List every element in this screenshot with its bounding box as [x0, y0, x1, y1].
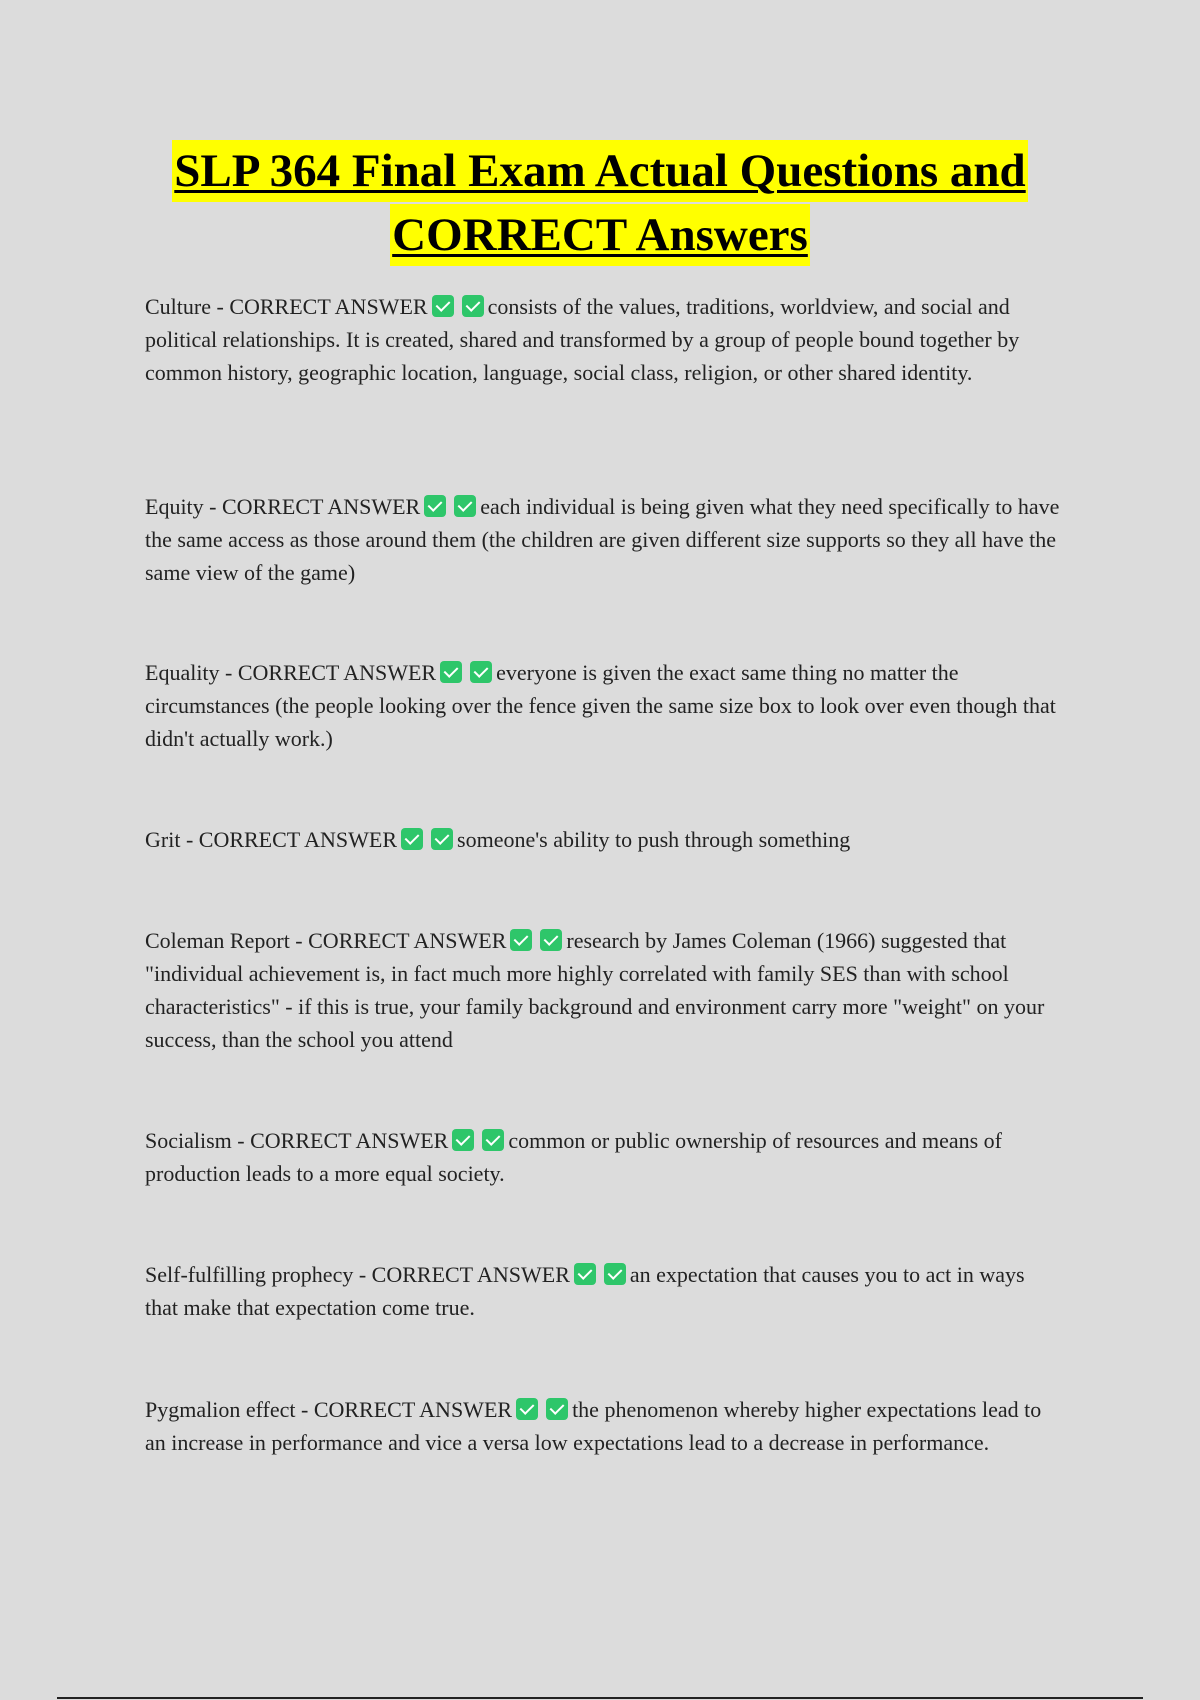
qa-entry-culture [145, 290, 1060, 389]
check-icon [516, 1398, 538, 1420]
entry-term: Equity - CORRECT ANSWER [145, 494, 421, 519]
check-icon [431, 828, 453, 850]
check-icon [462, 295, 484, 317]
check-icon [574, 1263, 596, 1285]
entry-answer: each individual is being given what they need specifically to have the same access as those around them (the children are given different size supports so they all have the same view of the game) [145, 494, 1060, 585]
qa-entry-equity [145, 490, 1060, 589]
entry-answer: the phenomenon whereby higher expectations lead to an increase in performance and vice a versa low expectations lead to a decrease in performance. [145, 1397, 1042, 1455]
qa-entry-equality [145, 656, 1060, 755]
qa-entry-self-fulfilling-prophecy [145, 1258, 1060, 1324]
entry-term: Equality - CORRECT ANSWER [145, 660, 437, 685]
entry-term: Pygmalion effect - CORRECT ANSWER [145, 1397, 513, 1422]
footer-divider [57, 1697, 1143, 1699]
title-line-2: CORRECT Answers [390, 204, 810, 266]
entry-answer: an expectation that causes you to act in ways that make that expectation come true. [145, 1262, 1025, 1320]
entry-answer: someone's ability to push through something [457, 827, 851, 852]
entry-answer: common or public ownership of resources and means of production leads to a more equal society. [145, 1128, 1002, 1186]
check-icon [440, 661, 462, 683]
document-title [0, 140, 1200, 268]
check-icon [401, 828, 423, 850]
check-icon [540, 929, 562, 951]
entry-term: Self-fulfilling prophecy - CORRECT ANSWER [145, 1262, 570, 1287]
entry-term: Grit - CORRECT ANSWER [145, 827, 398, 852]
check-icon [452, 1129, 474, 1151]
check-icon [470, 661, 492, 683]
title-line-1: SLP 364 Final Exam Actual Questions and [172, 140, 1027, 202]
entry-answer: consists of the values, traditions, worldview, and social and political relationships. It is created, shared and transformed by a group of people bound together by common history, geographic location, language, social class, religion, or other shared identity. [145, 294, 1020, 385]
entry-term: Culture - CORRECT ANSWER [145, 294, 428, 319]
entry-term: Coleman Report - CORRECT ANSWER [145, 928, 507, 953]
qa-entry-socialism [145, 1124, 1060, 1190]
check-icon [424, 495, 446, 517]
check-icon [482, 1129, 504, 1151]
check-icon [546, 1398, 568, 1420]
entry-term: Socialism - CORRECT ANSWER [145, 1128, 449, 1153]
qa-entry-coleman-report [145, 924, 1060, 1056]
check-icon [510, 929, 532, 951]
check-icon [432, 295, 454, 317]
entry-answer: everyone is given the exact same thing no matter the circumstances (the people looking over the fence given the same size box to look over even though that didn't actually work.) [145, 660, 1056, 751]
qa-entry-grit [145, 823, 1060, 856]
check-icon [604, 1263, 626, 1285]
check-icon [454, 495, 476, 517]
entry-answer: research by James Coleman (1966) suggested that "individual achievement is, in fact much more highly correlated with family SES than with school characteristics" - if this is true, your family background and environment carry more "weight" on your success, than the school you attend [145, 928, 1045, 1052]
qa-entry-pygmalion-effect [145, 1393, 1060, 1459]
